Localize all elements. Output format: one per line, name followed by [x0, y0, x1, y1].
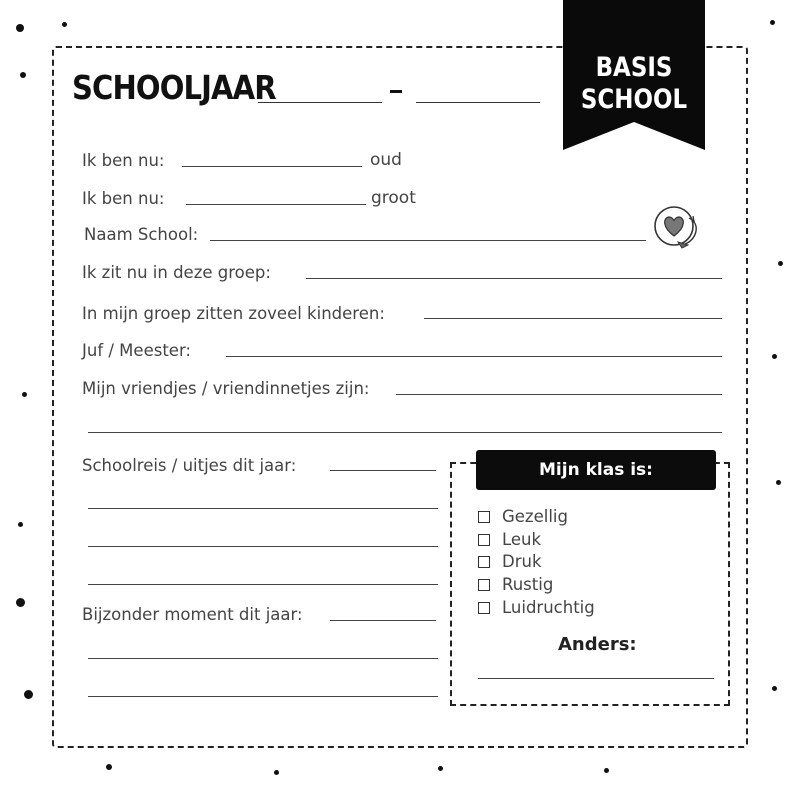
year-end-line[interactable] [416, 102, 540, 103]
option-luidruchtig[interactable] [478, 598, 595, 617]
page-title: SCHOOLJAAR [72, 68, 276, 107]
decor-dot [20, 72, 26, 78]
option-druk[interactable] [478, 552, 542, 571]
checkbox-icon[interactable] [478, 534, 490, 546]
decor-dot [16, 24, 24, 32]
special-moment-input-line-2[interactable] [88, 658, 438, 659]
decor-dot [770, 20, 775, 25]
banner-text [574, 52, 695, 116]
checkbox-icon[interactable] [478, 602, 490, 614]
school-trip-input-line-4[interactable] [88, 584, 438, 585]
other-input-line[interactable] [478, 678, 714, 679]
class-box-title: Mijn klas is: [476, 450, 716, 490]
height-input-line[interactable] [186, 204, 366, 205]
banner-line-1: BASIS [595, 52, 673, 83]
group-input-line[interactable] [306, 278, 722, 279]
option-leuk[interactable] [478, 530, 541, 549]
decor-dot [778, 261, 783, 266]
kids-count-label: In mijn groep zitten zoveel kinderen: [82, 304, 385, 323]
checkbox-icon[interactable] [478, 579, 490, 591]
special-moment-input-line-3[interactable] [88, 696, 438, 697]
group-label: Ik zit nu in deze groep: [82, 263, 271, 282]
checkbox-icon[interactable] [478, 511, 490, 523]
year-separator [390, 90, 402, 93]
option-label: Luidruchtig [502, 598, 595, 617]
decor-dot [772, 354, 777, 359]
school-trip-input-line-2[interactable] [88, 508, 438, 509]
school-trip-label: Schoolreis / uitjes dit jaar: [82, 456, 297, 475]
banner-line-2: SCHOOL [580, 84, 688, 115]
decor-dot [604, 768, 609, 773]
special-moment-input-line[interactable] [330, 620, 436, 621]
school-trip-input-line-3[interactable] [88, 546, 438, 547]
decor-dot [772, 686, 777, 691]
decor-dot [106, 764, 112, 770]
option-label: Gezellig [502, 507, 568, 526]
age-input-line[interactable] [182, 166, 362, 167]
decor-dot [16, 598, 25, 607]
height-label: Ik ben nu: [82, 189, 165, 208]
teacher-label: Juf / Meester: [82, 341, 191, 360]
school-trip-input-line[interactable] [330, 470, 436, 471]
kids-count-input-line[interactable] [424, 318, 722, 319]
decor-dot [24, 690, 33, 699]
heart-arrow-icon [652, 204, 704, 250]
option-gezellig[interactable] [478, 507, 568, 526]
decor-dot [274, 770, 279, 775]
friends-input-line-2[interactable] [88, 432, 722, 433]
school-label: Naam School: [84, 225, 199, 244]
decor-dot [776, 480, 781, 485]
option-label: Druk [502, 552, 542, 571]
decor-dot [62, 22, 67, 27]
height-suffix: groot [371, 188, 416, 208]
age-suffix: oud [370, 150, 402, 170]
option-label: Rustig [502, 575, 554, 594]
special-moment-label: Bijzonder moment dit jaar: [82, 605, 303, 624]
age-label: Ik ben nu: [82, 151, 165, 170]
other-label: Anders: [558, 634, 637, 655]
decor-dot [22, 392, 27, 397]
decor-dot [18, 522, 23, 527]
year-start-line[interactable] [258, 102, 382, 103]
teacher-input-line[interactable] [226, 356, 722, 357]
friends-input-line[interactable] [396, 394, 722, 395]
option-label: Leuk [502, 530, 542, 549]
friends-label: Mijn vriendjes / vriendinnetjes zijn: [82, 379, 370, 398]
option-rustig[interactable] [478, 575, 553, 594]
decor-dot [438, 766, 443, 771]
checkbox-icon[interactable] [478, 556, 490, 568]
school-input-line[interactable] [210, 240, 646, 241]
